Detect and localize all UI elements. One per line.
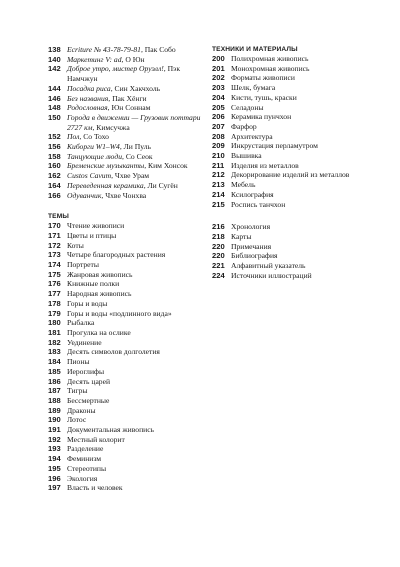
themes-heading: ТЕМЫ [48, 213, 69, 221]
toc-entry[interactable] [212, 261, 362, 271]
artist-name: , Ли Сугён [143, 180, 178, 190]
toc-entry[interactable] [48, 241, 206, 251]
entry-text [67, 152, 206, 162]
toc-entry[interactable] [212, 151, 362, 161]
toc-entry[interactable] [48, 444, 206, 454]
entry-label: Коты [67, 240, 84, 250]
page-number: 193 [48, 444, 61, 454]
entry-label: Инкрустация перламутром [231, 141, 318, 151]
page-number: 138 [48, 45, 61, 54]
page-number: 212 [212, 170, 225, 180]
page-number: 211 [212, 160, 225, 170]
entry-label: Ксилография [231, 189, 274, 199]
entry-text [67, 103, 206, 113]
toc-entry[interactable] [212, 242, 362, 252]
page-number: 215 [212, 199, 225, 209]
page-number: 206 [212, 112, 225, 122]
toc-entry[interactable] [212, 141, 362, 151]
entry-label: Селадоны [231, 102, 264, 112]
artist-name: , Чхве Чонхва [101, 190, 147, 200]
work-title: Родословная [67, 103, 108, 113]
work-title: Пол [67, 132, 80, 142]
page-number: 191 [48, 425, 61, 435]
entry-label: Бессмертные [67, 395, 110, 405]
artist-name: , Юн Соннам [107, 103, 151, 113]
techniques-heading: ТЕХНИКИ И МАТЕРИАЛЫ [212, 46, 298, 53]
entry-label: Рыбалка [67, 318, 95, 328]
page-number: 174 [48, 260, 61, 270]
toc-entry[interactable] [48, 161, 206, 171]
toc-entry[interactable] [48, 483, 206, 493]
page-number: 186 [48, 376, 61, 386]
page-number: 209 [212, 141, 225, 151]
work-title: Посадка риса [67, 83, 111, 93]
entry-text [67, 132, 206, 142]
entry-text [67, 161, 206, 171]
page-number: 185 [48, 366, 61, 376]
entry-label: Примечания [231, 241, 272, 251]
entry-label: Кисти, тушь, краски [231, 92, 297, 102]
toc-entry[interactable] [48, 279, 206, 289]
entry-label: Архитектура [231, 131, 273, 141]
page-number: 144 [48, 83, 61, 93]
toc-entry[interactable] [48, 171, 206, 181]
page-number: 224 [212, 270, 225, 280]
page-number: 216 [212, 222, 225, 232]
toc-entry[interactable] [48, 113, 206, 132]
toc-entry[interactable] [48, 103, 206, 113]
entry-label: Портреты [67, 260, 99, 270]
page-number: 203 [212, 83, 225, 93]
left-column [48, 45, 206, 493]
toc-entry[interactable] [48, 181, 206, 191]
toc-entry[interactable] [48, 55, 206, 65]
toc-entry[interactable] [48, 328, 206, 338]
toc-entry[interactable] [212, 132, 362, 142]
entry-text [67, 84, 206, 94]
page-number: 187 [48, 386, 61, 396]
toc-entry[interactable] [48, 64, 206, 83]
artist-name: , Чхве Урам [111, 171, 150, 181]
toc-entry[interactable] [48, 84, 206, 94]
toc-entry[interactable] [48, 270, 206, 280]
page-number: 184 [48, 357, 61, 367]
entry-label: Десять символов долголетия [67, 347, 160, 357]
page-number: 205 [212, 102, 225, 112]
toc-entry[interactable] [48, 357, 206, 367]
page-number: 194 [48, 454, 61, 464]
toc-entry[interactable] [48, 435, 206, 445]
page-number: 175 [48, 269, 61, 279]
entry-label: Шелк, бумага [231, 83, 276, 93]
page-number: 150 [48, 112, 61, 122]
toc-entry[interactable] [212, 122, 362, 132]
page-number: 146 [48, 93, 61, 103]
entry-label: Уединение [67, 337, 102, 347]
artist-name: , Ли Пуль [119, 142, 151, 152]
toc-entry[interactable] [48, 474, 206, 484]
toc-entry[interactable] [48, 260, 206, 270]
toc-entry[interactable] [48, 289, 206, 299]
artist-name: , Кимсучжа [92, 122, 130, 132]
toc-entry[interactable] [212, 73, 362, 83]
page-number: 200 [212, 54, 225, 63]
page-number: 180 [48, 318, 61, 328]
entry-label: Керамика пунчхон [231, 112, 292, 122]
page-number: 220 [212, 241, 225, 251]
techniques-list [212, 54, 362, 209]
toc-entry[interactable] [48, 309, 206, 319]
entry-label: Роспись танчхон [231, 199, 286, 209]
entry-label: Книжные полки [67, 279, 120, 289]
entry-label: Прогулка на ослике [67, 327, 131, 337]
toc-entry[interactable] [212, 200, 362, 210]
toc-entry[interactable] [48, 191, 206, 201]
toc-entry[interactable] [48, 45, 206, 55]
themes-list [48, 221, 206, 493]
toc-entry[interactable] [212, 93, 362, 103]
page-number: 218 [212, 231, 225, 241]
entry-label: Чтение живописи [67, 221, 125, 231]
page-number: 190 [48, 415, 61, 425]
toc-entry[interactable] [48, 132, 206, 142]
page-number: 158 [48, 151, 61, 161]
toc-entry[interactable] [48, 94, 206, 104]
toc-entry[interactable] [48, 299, 206, 309]
work-title: Киборги W1–W4 [67, 142, 120, 152]
right-column [212, 45, 362, 280]
page-number: 166 [48, 190, 61, 200]
artist-name: , Син Хакчхоль [110, 83, 161, 93]
toc-entry[interactable] [212, 222, 362, 232]
toc-entry[interactable] [212, 83, 362, 93]
entry-text [67, 181, 206, 191]
entry-label: Фарфор [231, 121, 257, 131]
page-number: 172 [48, 240, 61, 250]
appendix-list [212, 222, 362, 280]
toc-entry[interactable] [48, 406, 206, 416]
toc-entry[interactable] [48, 377, 206, 387]
page-number: 140 [48, 54, 61, 64]
work-title: Custos Cavum [67, 171, 112, 181]
entry-label: Народная живопись [67, 289, 132, 299]
entry-label: Документальная живопись [67, 425, 155, 435]
entry-label: Библиография [231, 251, 278, 261]
toc-entry[interactable] [48, 347, 206, 357]
page-number: 189 [48, 405, 61, 415]
page-number: 177 [48, 289, 61, 299]
work-title: Города в движении — Грузовик поттари 2727 км [67, 112, 201, 132]
toc-entry[interactable] [48, 231, 206, 241]
page-number: 179 [48, 308, 61, 318]
toc-entry[interactable] [48, 396, 206, 406]
entry-label: Десять царей [67, 376, 111, 386]
entry-text [67, 64, 206, 83]
entry-text [67, 191, 206, 201]
page-number: 162 [48, 171, 61, 181]
entry-label: Драконы [67, 405, 96, 415]
work-title: Маркетинг V: ad [67, 54, 122, 64]
artist-name: , Ким Хонсок [144, 161, 188, 171]
work-title: Одуванчик [67, 190, 102, 200]
toc-entry[interactable] [212, 251, 362, 261]
entry-text [67, 94, 206, 104]
toc-entry[interactable] [48, 464, 206, 474]
page-number: 220 [212, 251, 225, 261]
entry-label: Жанровая живопись [67, 269, 133, 279]
page-number: 208 [212, 131, 225, 141]
toc-entry[interactable] [212, 180, 362, 190]
page-number: 156 [48, 142, 61, 152]
page-number: 196 [48, 473, 61, 483]
page-number: 195 [48, 463, 61, 473]
page-number: 214 [212, 189, 225, 199]
entry-text [67, 171, 206, 181]
page-number: 204 [212, 92, 225, 102]
entry-label: Стереотипы [67, 463, 107, 473]
toc-entry[interactable] [48, 415, 206, 425]
page-number: 197 [48, 483, 61, 493]
entry-label: Пионы [67, 357, 90, 367]
work-title: Ecriture № 43-78-79-81 [67, 45, 141, 54]
entry-label: Мебель [231, 180, 256, 190]
toc-entry[interactable] [48, 250, 206, 260]
artist-name: , Пак Хёнги [108, 93, 147, 103]
toc-entry[interactable] [48, 142, 206, 152]
entry-label: Горы и воды «подлинного вида» [67, 308, 172, 318]
toc-entry[interactable] [48, 454, 206, 464]
page-number: 182 [48, 337, 61, 347]
entry-label: Алфавитный указатель [231, 261, 306, 271]
page-number: 173 [48, 250, 61, 260]
toc-entry[interactable] [48, 221, 206, 231]
page-number: 148 [48, 103, 61, 113]
entry-text [67, 113, 206, 132]
entry-label: Иероглифы [67, 366, 105, 376]
work-title: Без названия [67, 93, 109, 103]
work-title: Бременские музыканты [67, 161, 145, 171]
artist-name: , Со Тохо [79, 132, 109, 142]
toc-entry[interactable] [212, 170, 362, 180]
page-number: 152 [48, 132, 61, 142]
entry-label: Цветы и птицы [67, 230, 117, 240]
artist-name: , Пак Собо [140, 45, 176, 54]
entry-label: Вышивка [231, 151, 262, 161]
artist-name: , Пэк Намчжун [67, 64, 181, 84]
page-number: 188 [48, 395, 61, 405]
page-number: 164 [48, 180, 61, 190]
toc-entry[interactable] [212, 271, 362, 281]
toc-entry[interactable] [48, 367, 206, 377]
page-number: 207 [212, 121, 225, 131]
toc-entry[interactable] [212, 64, 362, 74]
page-number: 160 [48, 161, 61, 171]
artist-name: , Со Сеок [122, 151, 153, 161]
entry-label: Четыре благородных растения [67, 250, 166, 260]
page-number: 210 [212, 151, 225, 161]
page-number: 192 [48, 434, 61, 444]
entry-text [67, 142, 206, 152]
entry-label: Феминизм [67, 454, 102, 464]
page-number: 201 [212, 63, 225, 73]
page-number: 202 [212, 73, 225, 83]
works-list [48, 45, 206, 200]
entry-label: Местный колорит [67, 434, 125, 444]
page-number: 171 [48, 230, 61, 240]
toc-entry[interactable] [48, 338, 206, 348]
artist-name: , О Юн [121, 54, 145, 64]
page-number: 142 [48, 64, 61, 74]
entry-label: Власть и человек [67, 483, 123, 493]
toc-entry[interactable] [212, 103, 362, 113]
toc-entry[interactable] [212, 112, 362, 122]
toc-entry[interactable] [212, 54, 362, 64]
entry-label: Хронология [231, 222, 271, 232]
page-number: 183 [48, 347, 61, 357]
toc-entry[interactable] [48, 152, 206, 162]
entry-label: Разделение [67, 444, 104, 454]
entry-text [67, 45, 206, 55]
entry-label: Горы и воды [67, 298, 108, 308]
toc-entry[interactable] [48, 425, 206, 435]
entry-label: Декорирование изделий из металлов [231, 170, 350, 180]
entry-label: Монохромная живопись [231, 63, 310, 73]
work-title: Доброе утро, мистер Оруэлл! [67, 64, 164, 74]
toc-entry[interactable] [212, 190, 362, 200]
entry-label: Изделия из металлов [231, 160, 299, 170]
page-number: 176 [48, 279, 61, 289]
page-number: 181 [48, 327, 61, 337]
entry-label: Форматы живописи [231, 73, 295, 83]
work-title: Танцующие люди [67, 151, 123, 161]
toc-entry[interactable] [48, 386, 206, 396]
entry-label: Карты [231, 231, 252, 241]
page-number: 178 [48, 298, 61, 308]
entry-label: Экология [67, 473, 98, 483]
toc-entry[interactable] [48, 318, 206, 328]
entry-label: Тигры [67, 386, 88, 396]
page-number: 221 [212, 261, 225, 271]
entry-label: Источники иллюстраций [231, 270, 312, 280]
toc-entry[interactable] [212, 232, 362, 242]
entry-text [67, 55, 206, 65]
entry-label: Полихромная живопись [231, 54, 309, 63]
page-number: 213 [212, 180, 225, 190]
toc-entry[interactable] [212, 161, 362, 171]
page-number: 170 [48, 221, 61, 231]
work-title: Переведенная керамика [67, 180, 144, 190]
entry-label: Лотос [67, 415, 87, 425]
